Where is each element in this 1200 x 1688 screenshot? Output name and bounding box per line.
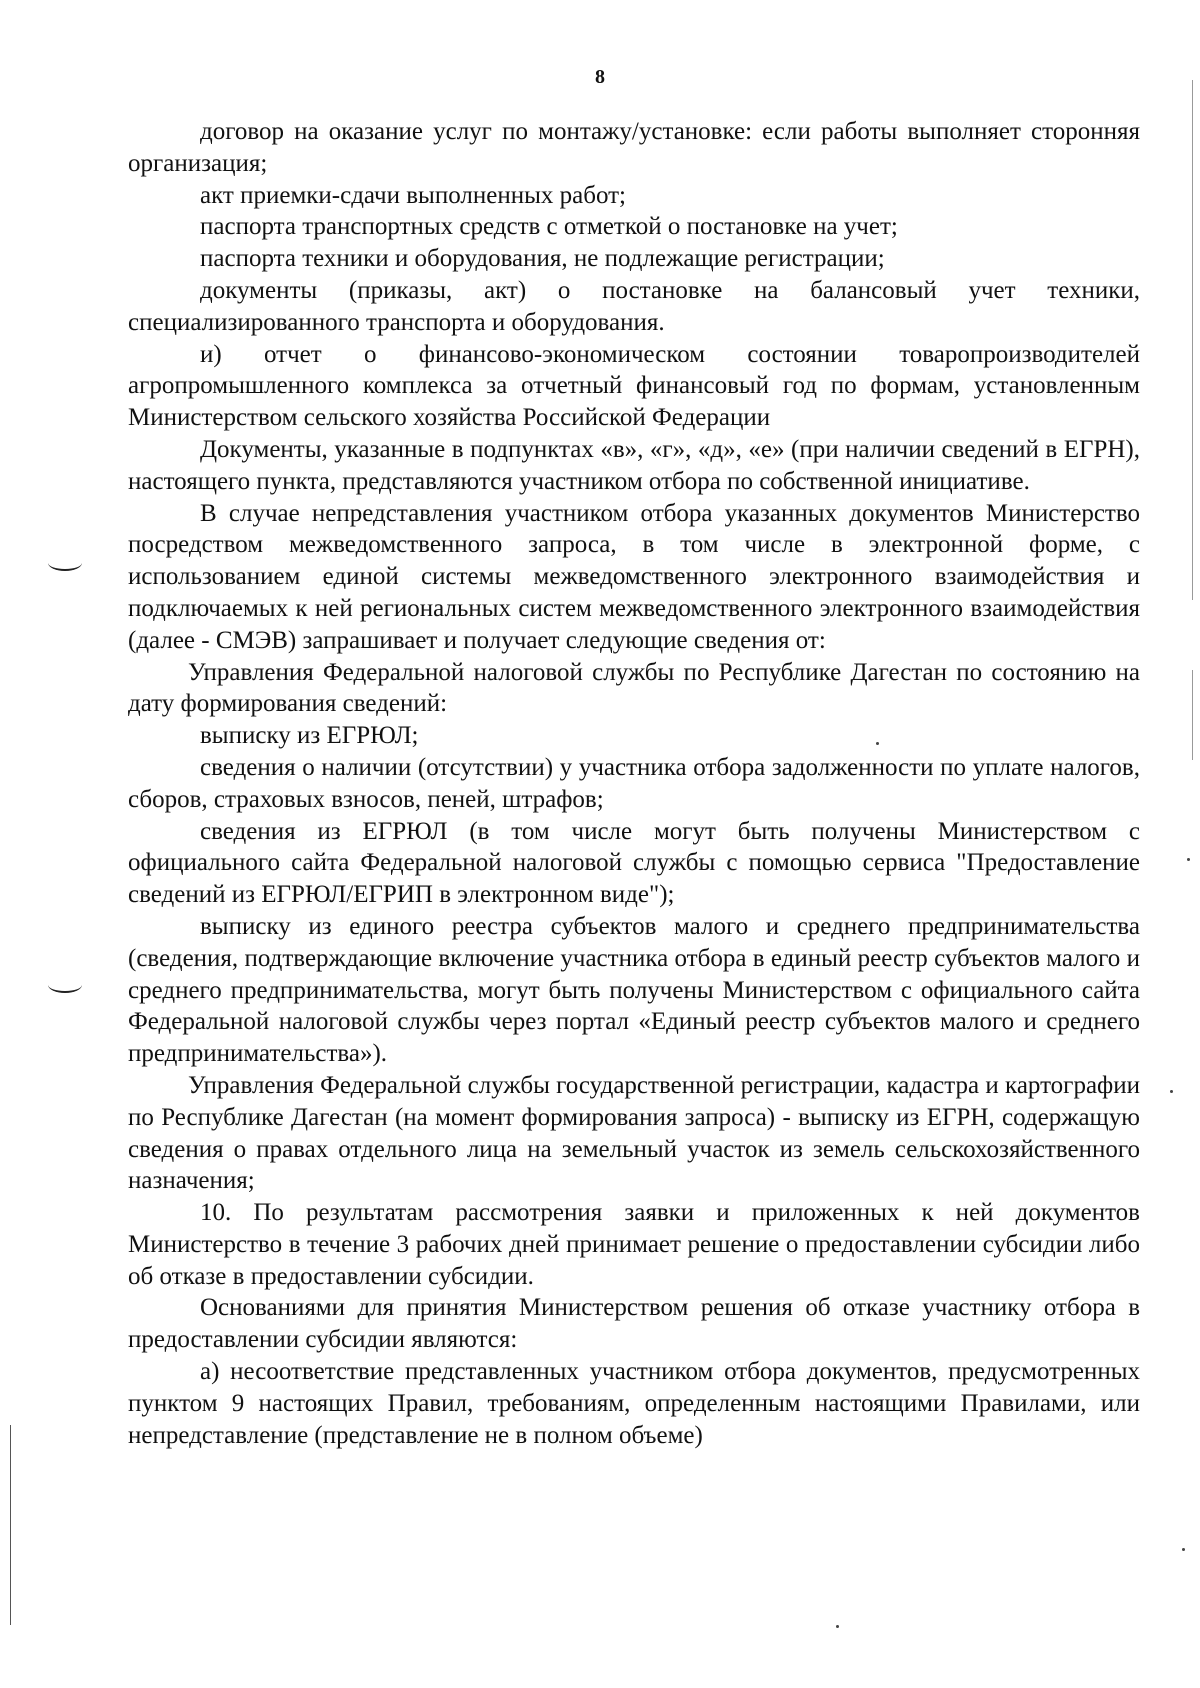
paragraph-balance-documents: документы (приказы, акт) о постановке на балансовый учет техники, специализированного транспорта и оборудования. [128,276,1140,336]
paragraph-egrul-extract: выписку из ЕГРЮЛ; [200,722,419,750]
paragraph-sme-register: выписку из единого реестра субъектов малого и среднего предпринимательства (сведения, подтверждающие включение участника отбора в единый реестр субъектов малого и среднего предпринимательства, могут быть получены Министерством с официального сайта Федеральной налоговой службы через портал «Единый реестр субъектов малого и среднего предпринимательства»). [128,912,1140,1068]
paragraph-tax-debt: сведения о наличии (отсутствии) у участника отбора задолженности по уплате налогов, сборов, страховых взносов, пеней, штрафов; [128,753,1140,813]
paragraph-egrul-info: сведения из ЕГРЮЛ (в том числе могут быть получены Министерством с официального сайта Федеральной налоговой службы с помощью сервиса "Предоставление сведений из ЕГРЮЛ/ЕГРИП в электронном виде"); [128,817,1140,909]
paragraph-smev-request: В случае непредставления участником отбора указанных документов Министерство посредством межведомственного запроса, в том числе в электронной форме, с использованием единой системы межведомственного электронного взаимодействия и подключаемых к ней региональных систем межведомственного электронного взаимодействия (далее - СМЭВ) запрашивает и получает следующие сведения от: [128,499,1140,654]
paragraph-rosreestr: Управления Федеральной службы государственной регистрации, кадастра и картографии по Республике Дагестан (на момент формирования запроса) - выписку из ЕГРН, содержащую сведения о правах отдельного лица на земельный участок из земель сельскохозяйственного назначения; [128,1071,1140,1195]
paragraph-contract: договор на оказание услуг по монтажу/установке: если работы выполняет сторонняя организация; [128,118,1140,177]
scan-dot [876,742,879,745]
paragraph-financial-report: и) отчет о финансово-экономическом состоянии товаропроизводителей агропромышленного комплекса за отчетный финансовый год по формам, установленным Министерством сельского хозяйства Российской Федерации [128,340,1140,432]
paragraph-item-10: 10. По результатам рассмотрения заявки и приложенных к ней документов Министерство в течение 3 рабочих дней принимает решение о предоставлении субсидии либо об отказе в предоставлении субсидии. [128,1199,1140,1290]
scan-dot [1182,1548,1185,1551]
page-number: 8 [595,66,605,88]
scan-dot [836,1625,839,1628]
scan-dot [1170,1090,1173,1093]
scan-edge-line [1192,670,1193,760]
paragraph-vehicle-passports: паспорта транспортных средств с отметкой о постановке на учет; [200,213,898,241]
scan-margin-mark [48,977,82,993]
document-body [128,116,1140,1451]
scan-edge-line [1192,80,1193,600]
paragraph-refusal-grounds: Основаниями для принятия Министерством решения об отказе участнику отбора в предоставлении субсидии являются: [128,1294,1140,1354]
scan-edge-line [10,1425,11,1625]
paragraph-acceptance-act: акт приемки-сдачи выполненных работ; [200,181,626,209]
paragraph-equipment-passports: паспорта техники и оборудования, не подлежащие регистрации; [200,245,885,273]
paragraph-own-initiative: Документы, указанные в подпунктах «в», «г», «д», «е» (при наличии сведений в ЕГРН), настоящего пункта, представляются участником отбора по собственной инициативе. [128,435,1140,495]
paragraph-nonconformity: а) несоответствие представленных участником отбора документов, предусмотренных пунктом 9 настоящих Правил, требованиям, определенным настоящими Правилами, или непредставление (представление не в полном объеме) [128,1358,1140,1449]
scan-margin-mark [48,555,82,571]
paragraph-tax-service: Управления Федеральной налоговой службы по Республике Дагестан по состоянию на дату формирования сведений: [128,658,1140,718]
scan-dot [1187,858,1190,861]
